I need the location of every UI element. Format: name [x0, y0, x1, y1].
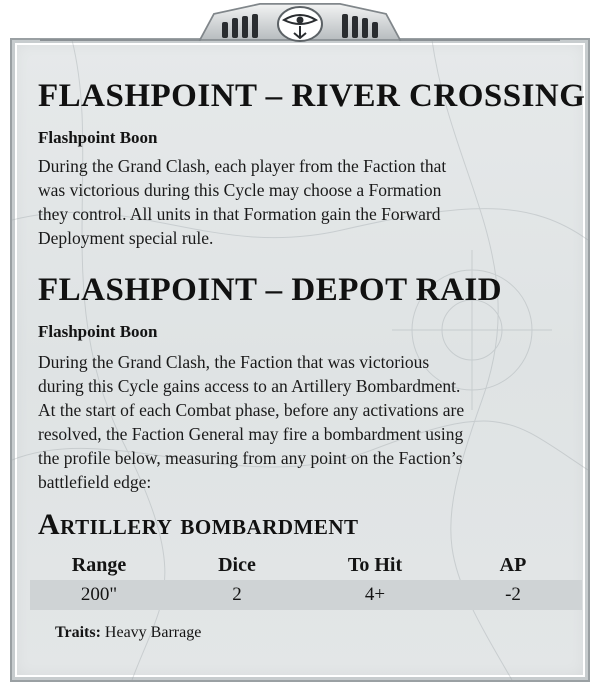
value-dice: 2 [232, 584, 242, 605]
section-subtitle: Flashpoint Boon [38, 322, 158, 341]
section-title: FLASHPOINT – RIVER CROSSING [38, 78, 586, 114]
traits-value: Heavy Barrage [104, 624, 202, 641]
paragraph-line: was victorious during this Cycle may choose a Formation [38, 180, 442, 200]
paragraph-line: during this Cycle gains access to an Artillery Bombardment. [38, 376, 461, 396]
traits-label: Traits: [55, 624, 101, 641]
value-to-hit: 4+ [364, 584, 386, 605]
section-title: FLASHPOINT – DEPOT RAID [38, 272, 503, 308]
traits-line [55, 624, 201, 642]
paragraph-line: they control. All units in that Formation gain the Forward [38, 204, 441, 224]
header-to-hit: To Hit [347, 553, 403, 576]
profile-value-row [30, 580, 582, 610]
section-paragraph [38, 154, 568, 250]
paragraph-line: During the Grand Clash, the Faction that was victorious [38, 352, 430, 372]
profile-header-row [30, 550, 582, 580]
paragraph-line: resolved, the Faction General may fire a bombardment using [38, 424, 464, 444]
paragraph-line: battlefield edge: [38, 472, 152, 492]
paragraph-line: Deployment special rule. [38, 228, 214, 248]
value-ap: -2 [505, 584, 521, 605]
profile-table [30, 550, 582, 610]
paragraph-line: During the Grand Clash, each player from the Faction that [38, 156, 447, 176]
paragraph-line: At the start of each Combat phase, before any activations are [38, 400, 465, 420]
profile-title: Artillery bombardment [38, 508, 359, 541]
header-dice: Dice [218, 553, 256, 576]
section-subtitle: Flashpoint Boon [38, 128, 158, 147]
section-paragraph [38, 350, 568, 494]
header-range: Range [71, 553, 127, 576]
header-ap: AP [499, 553, 527, 576]
value-range: 200" [80, 584, 118, 605]
paragraph-line: the profile below, measuring from any point on the Faction’s [38, 448, 463, 468]
